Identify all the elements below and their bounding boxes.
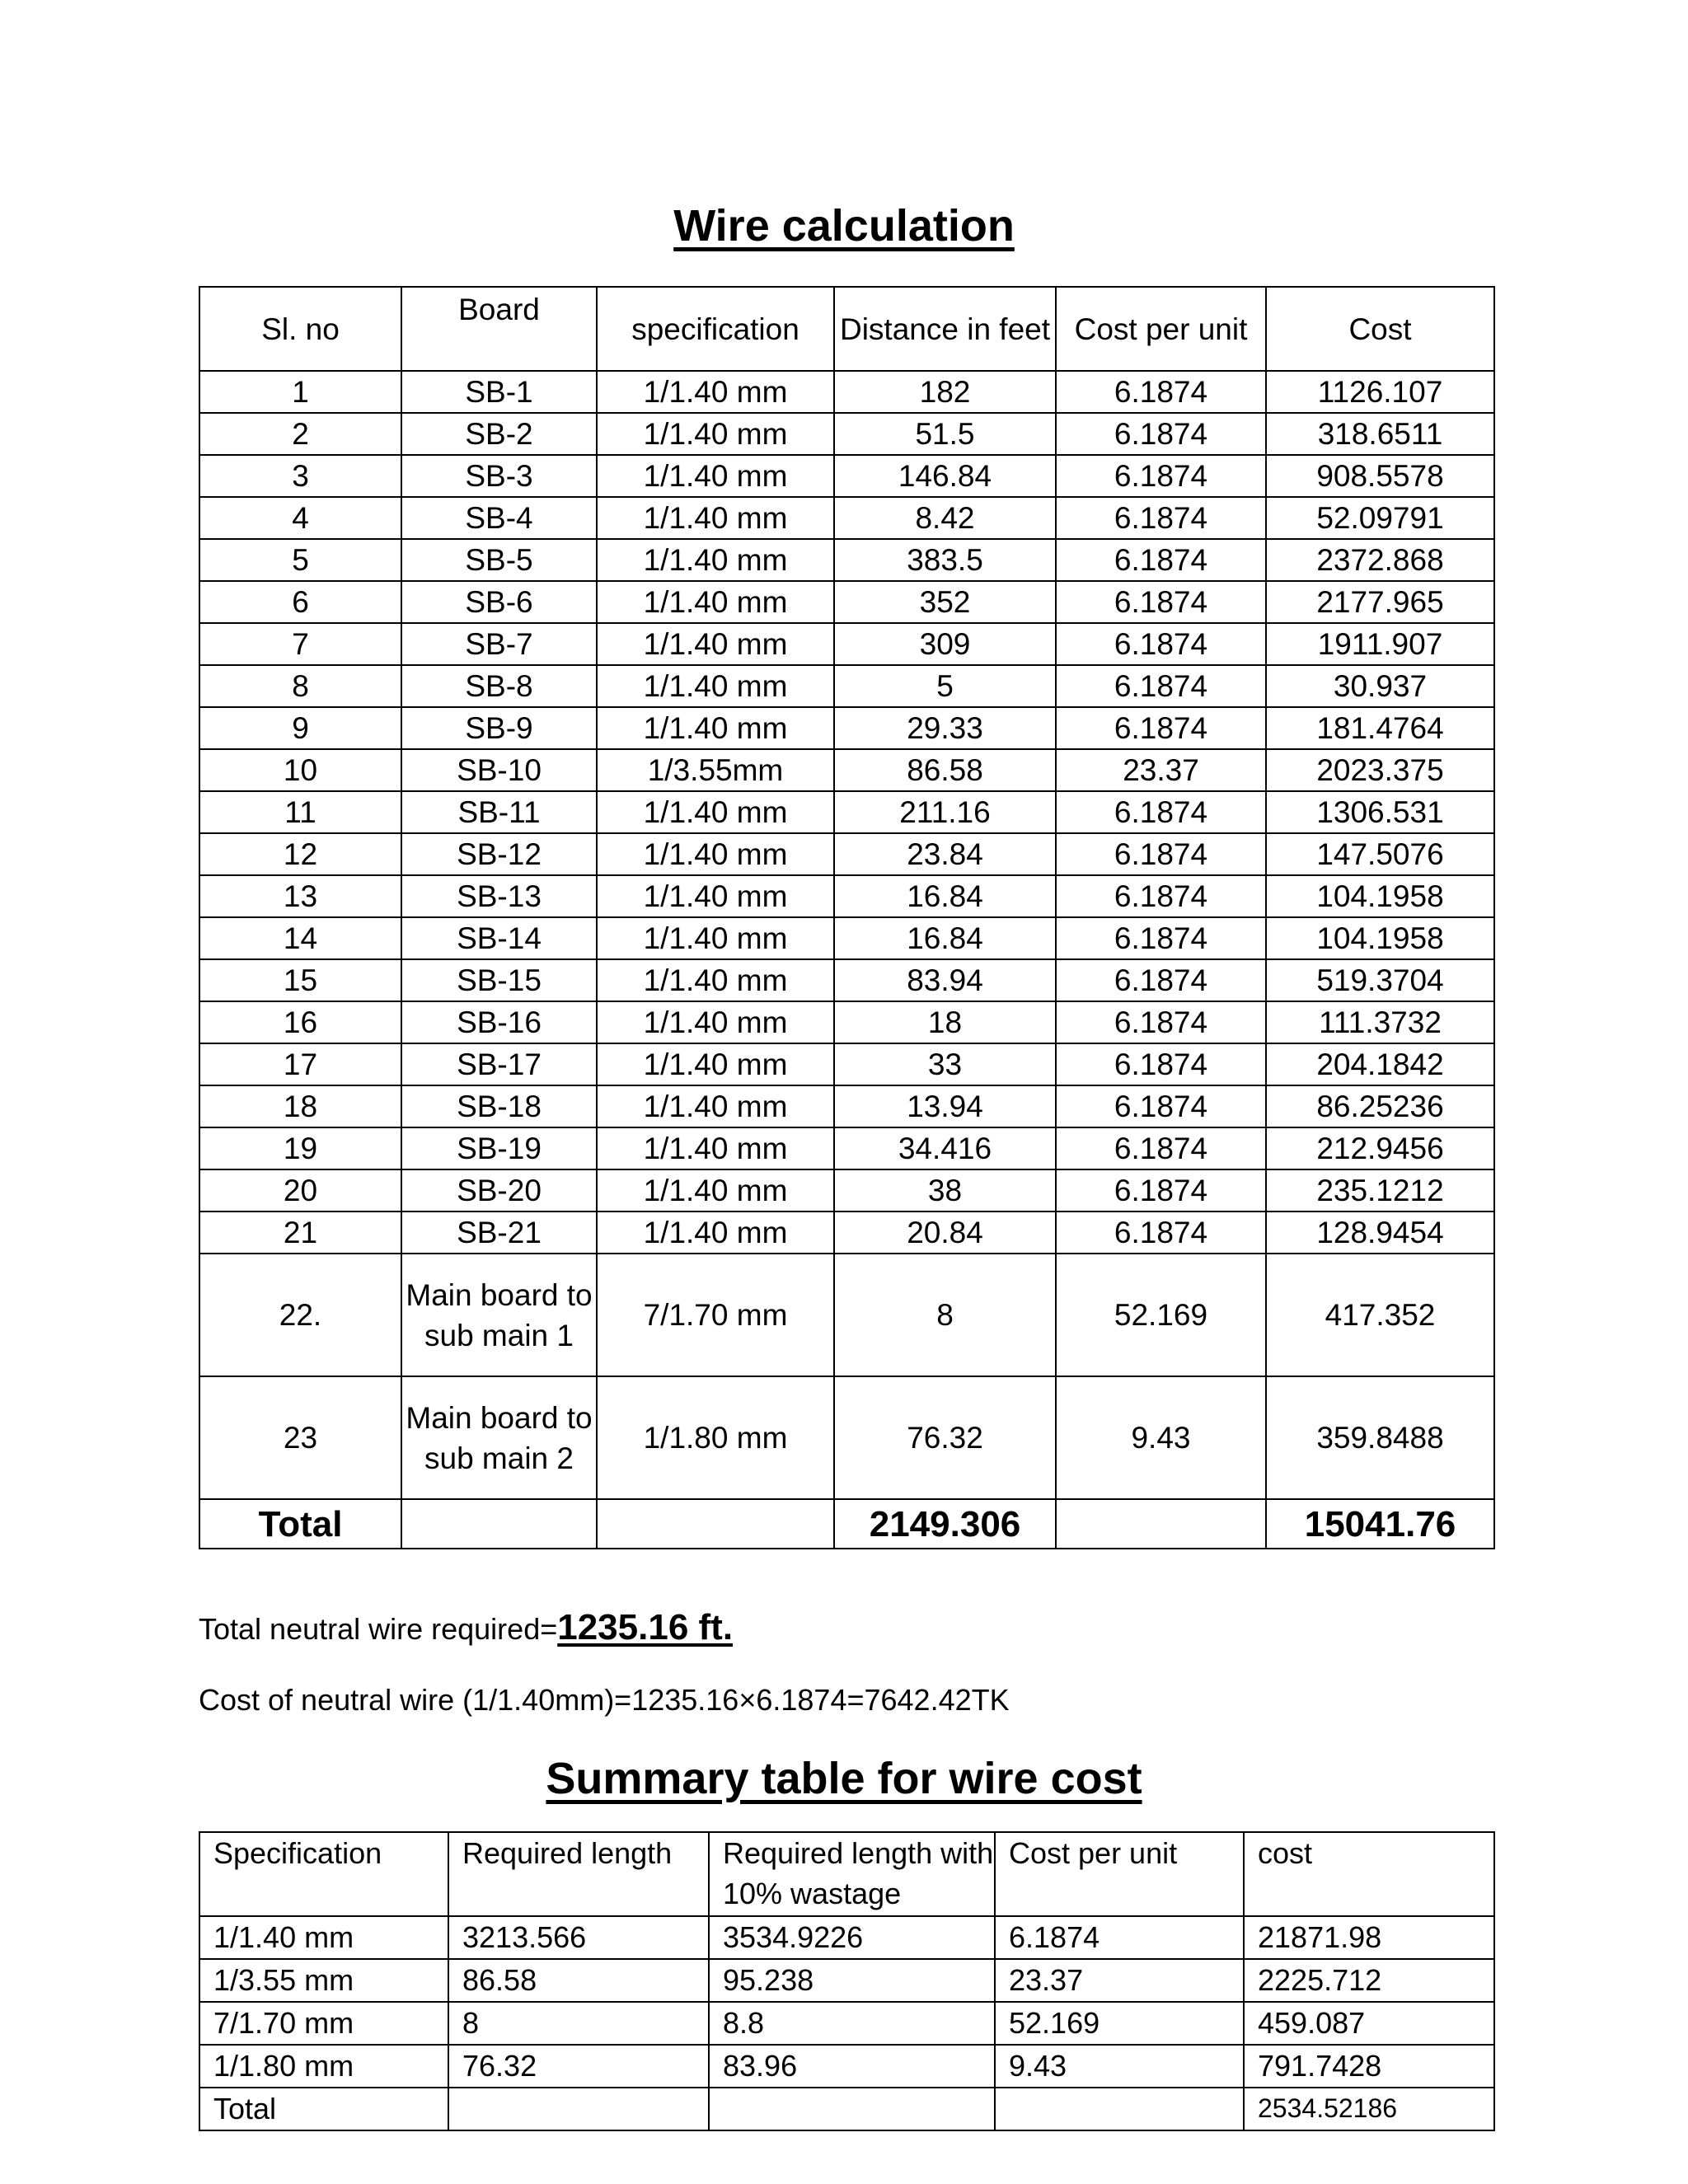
cell-specification: 1/1.40 mm xyxy=(597,791,834,833)
cell-sl-no: 19 xyxy=(199,1127,401,1169)
cell-board: SB-16 xyxy=(401,1001,597,1043)
cell-specification: 1/1.40 mm xyxy=(597,413,834,455)
cell-sl-no: 12 xyxy=(199,833,401,875)
cell-distance: 20.84 xyxy=(834,1212,1056,1254)
cell-cost: 235.1212 xyxy=(1266,1169,1494,1212)
cell-cost-per-unit: 6.1874 xyxy=(1056,623,1266,665)
summary-cell-cost: 459.087 xyxy=(1244,2002,1494,2045)
cell-distance: 23.84 xyxy=(834,833,1056,875)
summary-cell-cost-per-unit: 23.37 xyxy=(995,1959,1244,2002)
header-cost: Cost xyxy=(1266,287,1494,371)
summary-cell-required-length-wastage: 3534.9226 xyxy=(709,1916,995,1959)
cell-board: SB-13 xyxy=(401,875,597,917)
cell-cost-per-unit: 6.1874 xyxy=(1056,1169,1266,1212)
cell-specification: 1/1.40 mm xyxy=(597,875,834,917)
table-row xyxy=(199,1254,1494,1376)
table-row xyxy=(199,833,1494,875)
cell-board: SB-3 xyxy=(401,455,597,497)
neutral-wire-label: Total neutral wire required= xyxy=(199,1612,558,1646)
table-row xyxy=(199,581,1494,623)
cell-sl-no: 5 xyxy=(199,539,401,581)
summary-row xyxy=(199,2002,1494,2045)
cell-cost: 111.3732 xyxy=(1266,1001,1494,1043)
cell-specification: 1/1.40 mm xyxy=(597,581,834,623)
header-cost-per-unit: Cost per unit xyxy=(1056,287,1266,371)
table-total-row xyxy=(199,1499,1494,1549)
cell-specification: 1/1.40 mm xyxy=(597,623,834,665)
cell-board: SB-7 xyxy=(401,623,597,665)
table-row xyxy=(199,917,1494,959)
header-specification: specification xyxy=(597,287,834,371)
cell-cost: 212.9456 xyxy=(1266,1127,1494,1169)
cell-cost: 104.1958 xyxy=(1266,875,1494,917)
cell-cost: 519.3704 xyxy=(1266,959,1494,1001)
cell-distance: 383.5 xyxy=(834,539,1056,581)
table-row xyxy=(199,1127,1494,1169)
cell-board: SB-10 xyxy=(401,749,597,791)
summary-header-required-length-wastage: Required length with 10% wastage xyxy=(709,1832,995,1916)
total-cost: 15041.76 xyxy=(1266,1499,1494,1549)
summary-header-cost-per-unit: Cost per unit xyxy=(995,1832,1244,1916)
summary-cell-cost-per-unit: 52.169 xyxy=(995,2002,1244,2045)
total-label: Total xyxy=(199,1499,401,1549)
summary-cell-required-length: 76.32 xyxy=(448,2045,709,2088)
cell-specification: 1/1.40 mm xyxy=(597,455,834,497)
cell-distance: 34.416 xyxy=(834,1127,1056,1169)
cell-specification: 1/1.40 mm xyxy=(597,1085,834,1127)
table-row xyxy=(199,749,1494,791)
cell-cost-per-unit: 6.1874 xyxy=(1056,539,1266,581)
summary-cell-required-length-wastage: 8.8 xyxy=(709,2002,995,2045)
cell-distance: 8 xyxy=(834,1254,1056,1376)
cell-sl-no: 20 xyxy=(199,1169,401,1212)
cell-cost: 86.25236 xyxy=(1266,1085,1494,1127)
cell-board: SB-15 xyxy=(401,959,597,1001)
summary-header-required-length: Required length xyxy=(448,1832,709,1916)
header-distance: Distance in feet xyxy=(834,287,1056,371)
table-row xyxy=(199,1376,1494,1499)
cell-specification: 1/1.80 mm xyxy=(597,1376,834,1499)
cell-distance: 29.33 xyxy=(834,707,1056,749)
cell-specification: 1/1.40 mm xyxy=(597,371,834,413)
cell-cost: 128.9454 xyxy=(1266,1212,1494,1254)
cell-board: SB-17 xyxy=(401,1043,597,1085)
summary-cell-cost: 2225.712 xyxy=(1244,1959,1494,2002)
cell-sl-no: 23 xyxy=(199,1376,401,1499)
cell-cost: 908.5578 xyxy=(1266,455,1494,497)
total-empty-cell xyxy=(597,1499,834,1549)
cell-board: SB-9 xyxy=(401,707,597,749)
header-board: Board xyxy=(401,287,597,371)
cell-specification: 1/1.40 mm xyxy=(597,1169,834,1212)
cell-sl-no: 9 xyxy=(199,707,401,749)
summary-total-label: Total xyxy=(199,2088,448,2130)
cell-sl-no: 13 xyxy=(199,875,401,917)
cell-board: SB-4 xyxy=(401,497,597,539)
summary-table xyxy=(199,1831,1495,2131)
cell-sl-no: 1 xyxy=(199,371,401,413)
summary-cell-required-length-wastage: 95.238 xyxy=(709,1959,995,2002)
cell-distance: 83.94 xyxy=(834,959,1056,1001)
cell-cost-per-unit: 6.1874 xyxy=(1056,1001,1266,1043)
wire-calculation-table xyxy=(199,286,1495,1549)
summary-row xyxy=(199,1916,1494,1959)
cell-cost-per-unit: 6.1874 xyxy=(1056,665,1266,707)
page-title: Wire calculation xyxy=(673,201,1015,251)
summary-cell-required-length-wastage: 83.96 xyxy=(709,2045,995,2088)
cell-distance: 51.5 xyxy=(834,413,1056,455)
cell-distance: 13.94 xyxy=(834,1085,1056,1127)
cell-cost: 52.09791 xyxy=(1266,497,1494,539)
cell-cost-per-unit: 6.1874 xyxy=(1056,917,1266,959)
cell-cost-per-unit: 6.1874 xyxy=(1056,371,1266,413)
summary-cell-cost-per-unit: 9.43 xyxy=(995,2045,1244,2088)
table-row xyxy=(199,539,1494,581)
cell-cost-per-unit: 6.1874 xyxy=(1056,1212,1266,1254)
summary-cell-required-length: 8 xyxy=(448,2002,709,2045)
cell-cost: 2023.375 xyxy=(1266,749,1494,791)
cell-distance: 309 xyxy=(834,623,1056,665)
cell-specification: 1/1.40 mm xyxy=(597,665,834,707)
cell-board: SB-21 xyxy=(401,1212,597,1254)
table-row xyxy=(199,875,1494,917)
cell-sl-no: 22. xyxy=(199,1254,401,1376)
cell-sl-no: 18 xyxy=(199,1085,401,1127)
table-row xyxy=(199,791,1494,833)
cell-distance: 146.84 xyxy=(834,455,1056,497)
cell-board: SB-12 xyxy=(401,833,597,875)
cell-cost-per-unit: 6.1874 xyxy=(1056,833,1266,875)
cell-cost-per-unit: 6.1874 xyxy=(1056,1127,1266,1169)
cell-sl-no: 2 xyxy=(199,413,401,455)
neutral-wire-cost-note: Cost of neutral wire (1/1.40mm)=1235.16×6.1874=7642.42TK xyxy=(199,1683,1010,1717)
cell-sl-no: 17 xyxy=(199,1043,401,1085)
table-row xyxy=(199,1001,1494,1043)
cell-board: SB-19 xyxy=(401,1127,597,1169)
cell-sl-no: 4 xyxy=(199,497,401,539)
table-row xyxy=(199,959,1494,1001)
cell-cost-per-unit: 23.37 xyxy=(1056,749,1266,791)
cell-cost: 2372.868 xyxy=(1266,539,1494,581)
cell-distance: 18 xyxy=(834,1001,1056,1043)
summary-total-empty-cell xyxy=(709,2088,995,2130)
cell-cost-per-unit: 6.1874 xyxy=(1056,1043,1266,1085)
cell-distance: 38 xyxy=(834,1169,1056,1212)
cell-specification: 1/1.40 mm xyxy=(597,1212,834,1254)
cell-cost: 1126.107 xyxy=(1266,371,1494,413)
cell-cost: 417.352 xyxy=(1266,1254,1494,1376)
cell-sl-no: 15 xyxy=(199,959,401,1001)
table-row xyxy=(199,665,1494,707)
cell-cost: 181.4764 xyxy=(1266,707,1494,749)
cell-distance: 86.58 xyxy=(834,749,1056,791)
cell-board: Main board to sub main 1 xyxy=(401,1254,597,1376)
cell-distance: 5 xyxy=(834,665,1056,707)
cell-cost: 204.1842 xyxy=(1266,1043,1494,1085)
summary-cell-required-length: 86.58 xyxy=(448,1959,709,2002)
cell-cost-per-unit: 6.1874 xyxy=(1056,707,1266,749)
cell-sl-no: 3 xyxy=(199,455,401,497)
cell-distance: 352 xyxy=(834,581,1056,623)
cell-distance: 211.16 xyxy=(834,791,1056,833)
table-row xyxy=(199,413,1494,455)
cell-board: SB-6 xyxy=(401,581,597,623)
cell-cost-per-unit: 9.43 xyxy=(1056,1376,1266,1499)
summary-cell-cost: 791.7428 xyxy=(1244,2045,1494,2088)
cell-distance: 33 xyxy=(834,1043,1056,1085)
total-empty-cell xyxy=(401,1499,597,1549)
cell-cost-per-unit: 6.1874 xyxy=(1056,413,1266,455)
cell-distance: 8.42 xyxy=(834,497,1056,539)
summary-cell-specification: 1/3.55 mm xyxy=(199,1959,448,2002)
cell-specification: 1/1.40 mm xyxy=(597,959,834,1001)
table-row xyxy=(199,455,1494,497)
cell-distance: 76.32 xyxy=(834,1376,1056,1499)
summary-header-cost: cost xyxy=(1244,1832,1494,1916)
cell-cost: 104.1958 xyxy=(1266,917,1494,959)
summary-cell-required-length: 3213.566 xyxy=(448,1916,709,1959)
cell-board: SB-1 xyxy=(401,371,597,413)
cell-cost: 318.6511 xyxy=(1266,413,1494,455)
cell-specification: 1/1.40 mm xyxy=(597,917,834,959)
summary-row xyxy=(199,1959,1494,2002)
cell-board: SB-8 xyxy=(401,665,597,707)
table-row xyxy=(199,1212,1494,1254)
summary-cell-specification: 1/1.80 mm xyxy=(199,2045,448,2088)
cell-board: SB-18 xyxy=(401,1085,597,1127)
cell-sl-no: 11 xyxy=(199,791,401,833)
cell-sl-no: 16 xyxy=(199,1001,401,1043)
table-row xyxy=(199,707,1494,749)
summary-row xyxy=(199,2045,1494,2088)
cell-specification: 1/1.40 mm xyxy=(597,539,834,581)
cell-cost-per-unit: 6.1874 xyxy=(1056,455,1266,497)
header-sl-no: Sl. no xyxy=(199,287,401,371)
table-row xyxy=(199,623,1494,665)
summary-header-row xyxy=(199,1832,1494,1916)
cell-cost-per-unit: 6.1874 xyxy=(1056,959,1266,1001)
cell-specification: 1/1.40 mm xyxy=(597,1001,834,1043)
cell-sl-no: 6 xyxy=(199,581,401,623)
cell-board: SB-14 xyxy=(401,917,597,959)
summary-cell-cost: 21871.98 xyxy=(1244,1916,1494,1959)
table-row xyxy=(199,1085,1494,1127)
table-row xyxy=(199,1169,1494,1212)
cell-cost-per-unit: 52.169 xyxy=(1056,1254,1266,1376)
cell-distance: 16.84 xyxy=(834,917,1056,959)
summary-total-empty-cell xyxy=(995,2088,1244,2130)
cell-sl-no: 8 xyxy=(199,665,401,707)
cell-cost: 30.937 xyxy=(1266,665,1494,707)
cell-specification: 1/1.40 mm xyxy=(597,497,834,539)
summary-header-specification: Specification xyxy=(199,1832,448,1916)
cell-sl-no: 14 xyxy=(199,917,401,959)
summary-title: Summary table for wire cost xyxy=(546,1754,1142,1803)
table-row xyxy=(199,497,1494,539)
cell-board: SB-20 xyxy=(401,1169,597,1212)
cell-distance: 16.84 xyxy=(834,875,1056,917)
table-row xyxy=(199,371,1494,413)
cell-cost: 147.5076 xyxy=(1266,833,1494,875)
cell-sl-no: 21 xyxy=(199,1212,401,1254)
cell-cost-per-unit: 6.1874 xyxy=(1056,1085,1266,1127)
cell-cost: 1911.907 xyxy=(1266,623,1494,665)
table-row xyxy=(199,1043,1494,1085)
cell-specification: 1/1.40 mm xyxy=(597,1127,834,1169)
cell-board: SB-11 xyxy=(401,791,597,833)
summary-cell-cost-per-unit: 6.1874 xyxy=(995,1916,1244,1959)
cell-board: Main board to sub main 2 xyxy=(401,1376,597,1499)
cell-distance: 182 xyxy=(834,371,1056,413)
cell-sl-no: 7 xyxy=(199,623,401,665)
summary-total-empty-cell xyxy=(448,2088,709,2130)
cell-board: SB-2 xyxy=(401,413,597,455)
cell-cost-per-unit: 6.1874 xyxy=(1056,581,1266,623)
cell-cost-per-unit: 6.1874 xyxy=(1056,791,1266,833)
table-header-row xyxy=(199,287,1494,371)
cell-cost: 2177.965 xyxy=(1266,581,1494,623)
total-distance: 2149.306 xyxy=(834,1499,1056,1549)
total-empty-cell xyxy=(1056,1499,1266,1549)
cell-specification: 1/1.40 mm xyxy=(597,833,834,875)
summary-total-cost: 2534.52186 xyxy=(1244,2088,1494,2130)
cell-specification: 1/1.40 mm xyxy=(597,707,834,749)
cell-cost: 1306.531 xyxy=(1266,791,1494,833)
cell-specification: 7/1.70 mm xyxy=(597,1254,834,1376)
summary-total-row xyxy=(199,2088,1494,2130)
cell-specification: 1/3.55mm xyxy=(597,749,834,791)
cell-board: SB-5 xyxy=(401,539,597,581)
neutral-wire-value: 1235.16 ft. xyxy=(557,1607,734,1647)
summary-cell-specification: 7/1.70 mm xyxy=(199,2002,448,2045)
cell-cost: 359.8488 xyxy=(1266,1376,1494,1499)
neutral-wire-note xyxy=(199,1607,733,1650)
summary-cell-specification: 1/1.40 mm xyxy=(199,1916,448,1959)
cell-cost-per-unit: 6.1874 xyxy=(1056,497,1266,539)
cell-cost-per-unit: 6.1874 xyxy=(1056,875,1266,917)
cell-sl-no: 10 xyxy=(199,749,401,791)
cell-specification: 1/1.40 mm xyxy=(597,1043,834,1085)
